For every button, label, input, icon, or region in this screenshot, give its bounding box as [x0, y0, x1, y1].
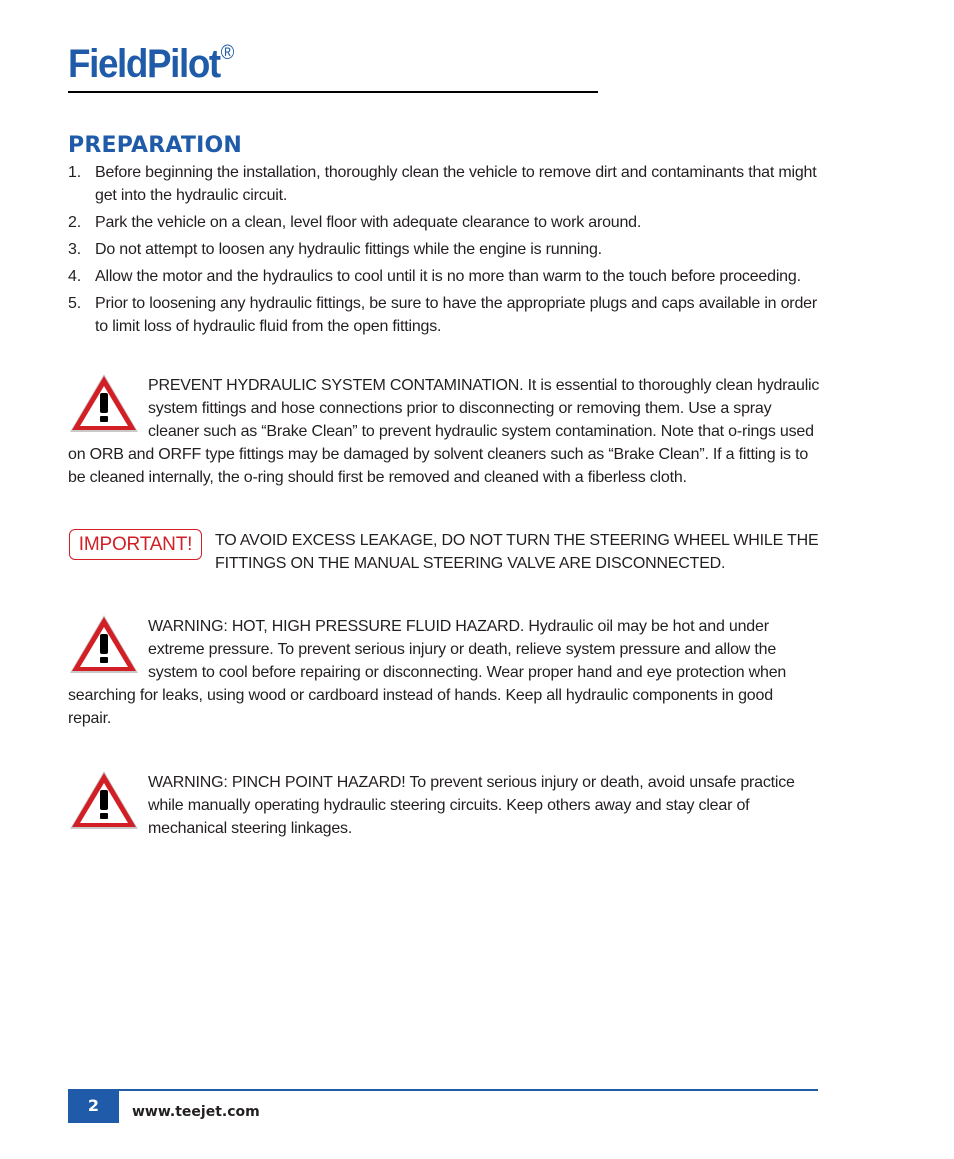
registered-mark: ®: [220, 41, 235, 64]
step-text: Do not attempt to loosen any hydraulic fittings while the engine is running.: [95, 241, 602, 258]
list-item: [68, 238, 820, 261]
brand-logo: [68, 42, 234, 87]
footer-divider: [68, 1089, 818, 1091]
step-number: 4.: [68, 268, 81, 285]
list-item: [68, 211, 820, 234]
step-number: 1.: [68, 164, 81, 181]
warning-triangle-icon: [68, 768, 140, 832]
step-number: 3.: [68, 241, 81, 258]
step-number: 2.: [68, 214, 81, 231]
important-text: TO AVOID EXCESS LEAKAGE, DO NOT TURN THE STEERING WHEEL WHILE THE FITTINGS ON THE MANUAL STEERING VALVE ARE DISCONNECTED.: [215, 532, 819, 572]
brand-name: FieldPilot: [68, 42, 220, 86]
step-text: Park the vehicle on a clean, level floor with adequate clearance to work around.: [95, 214, 642, 231]
important-badge: IMPORTANT!: [69, 529, 202, 560]
step-text: Prior to loosening any hydraulic fittings, be sure to have the appropriate plugs and caps available in order to limit loss of hydraulic fluid from the open fittings.: [95, 295, 817, 335]
warning-triangle-icon: [68, 612, 140, 676]
step-text: Allow the motor and the hydraulics to cool until it is no more than warm to the touch before proceeding.: [95, 268, 801, 285]
list-item: [68, 161, 820, 207]
step-text: Before beginning the installation, thoroughly clean the vehicle to remove dirt and contaminants that might get into the hydraulic circuit.: [95, 164, 817, 204]
header-divider: [68, 91, 598, 93]
warning-triangle-icon: [68, 371, 140, 435]
section-title: PREPARATION: [68, 133, 242, 158]
hot-fluid-warning: [68, 612, 820, 730]
pinch-point-warning: [68, 768, 820, 840]
contamination-warning: [68, 371, 820, 489]
warning-text: WARNING: HOT, HIGH PRESSURE FLUID HAZARD. Hydraulic oil may be hot and under extreme pressure. To prevent serious injury or death, relieve system pressure and allow the system to cool before repairing or disconnecting. Wear proper hand and eye protection when searching for leaks, using wood or cardboard instead of hands. Keep all hydraulic components in good repair.: [68, 618, 787, 727]
list-item: [68, 292, 820, 338]
warning-text: WARNING: PINCH POINT HAZARD! To prevent serious injury or death, avoid unsafe practice while manually operating hydraulic steering circuits. Keep others away and stay clear of mechanical steering linkages.: [148, 774, 795, 837]
warning-text: PREVENT HYDRAULIC SYSTEM CONTAMINATION. It is essential to thoroughly clean hydraulic system fittings and hose connections prior to disconnecting or removing them. Use a spray cleaner such as “Brake Clean” to prevent hydraulic system contamination. Note that o-rings used on ORB and ORFF type fittings may be damaged by solvent cleaners such as “Brake Clean”. If a fitting is to be cleaned internally, the o-ring should first be removed and cleaned with a fiberless cloth.: [68, 377, 820, 486]
step-number: 5.: [68, 295, 81, 312]
page-number: 2: [68, 1091, 119, 1123]
preparation-steps: [68, 161, 820, 342]
list-item: [68, 265, 820, 288]
footer-url[interactable]: www.teejet.com: [132, 1104, 260, 1120]
